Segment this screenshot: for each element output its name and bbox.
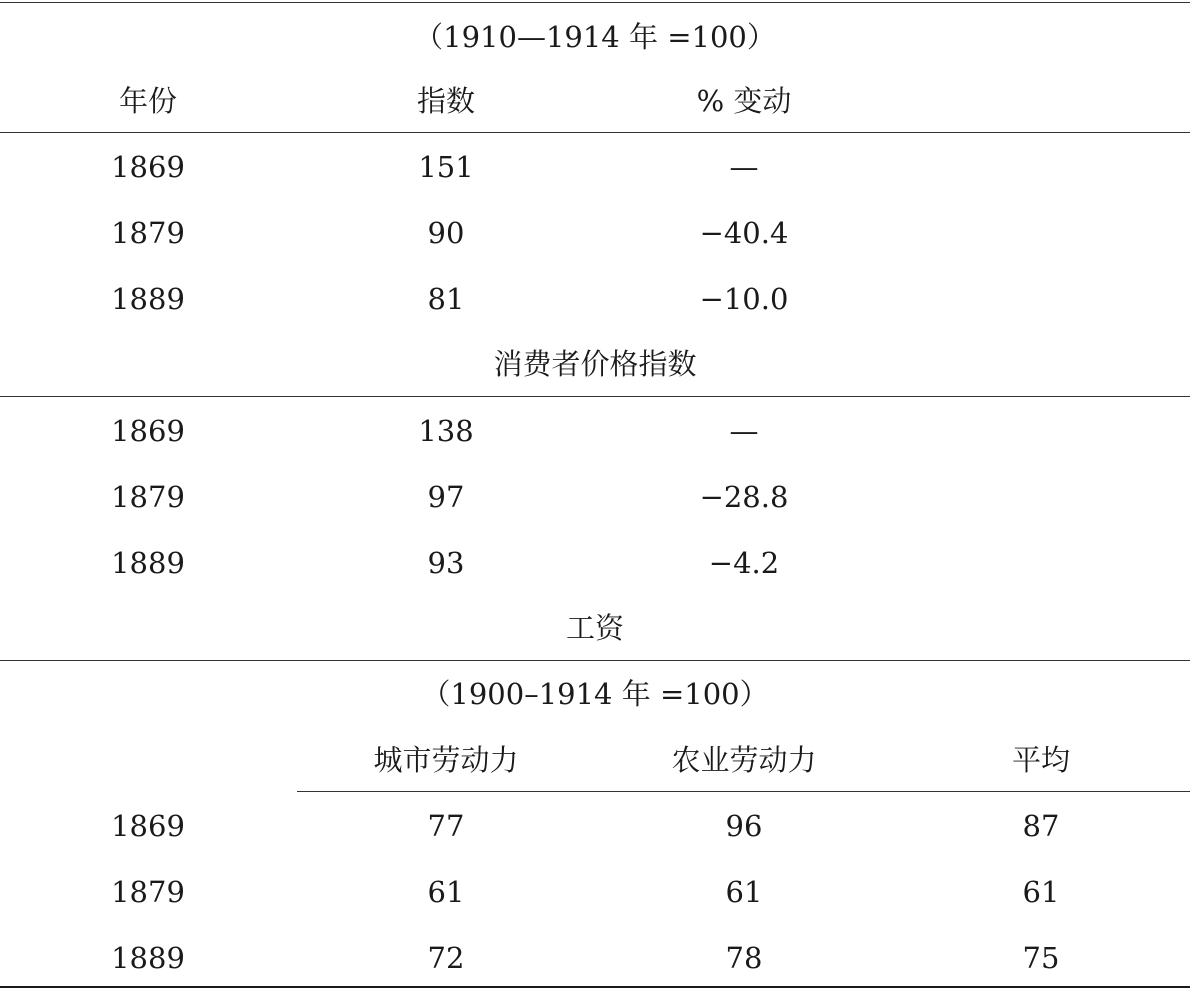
row-year: 1889 <box>111 941 185 975</box>
header-average: 平均 <box>1011 743 1071 777</box>
row-avg: 75 <box>1022 941 1060 975</box>
row-urban: 72 <box>427 941 465 975</box>
row-change: −40.4 <box>699 216 789 250</box>
row-year: 1879 <box>111 875 185 909</box>
row-year: 1889 <box>111 282 185 316</box>
base-note-1: （1910—1914 年 =100） <box>414 20 776 54</box>
base-note-2: （1900–1914 年 =100） <box>421 677 769 711</box>
header-rule-3 <box>297 791 1190 792</box>
row-agri: 61 <box>725 875 763 909</box>
row-index: 81 <box>427 282 465 316</box>
section-title-cpi: 消费者价格指数 <box>493 347 697 381</box>
header-rule-1 <box>0 132 1190 133</box>
row-change: −28.8 <box>699 480 789 514</box>
row-year: 1869 <box>111 414 185 448</box>
row-change: −10.0 <box>699 282 789 316</box>
row-avg: 87 <box>1022 809 1060 843</box>
row-year: 1889 <box>111 546 185 580</box>
row-index: 151 <box>418 150 474 184</box>
header-urban-labor: 城市劳动力 <box>373 743 519 777</box>
header-agri-labor: 农业劳动力 <box>671 743 817 777</box>
row-year: 1869 <box>111 809 185 843</box>
header-year: 年份 <box>118 84 178 118</box>
row-year: 1879 <box>111 480 185 514</box>
row-year: 1879 <box>111 216 185 250</box>
row-change: −4.2 <box>708 546 780 580</box>
row-year: 1869 <box>111 150 185 184</box>
section-rule-3 <box>0 660 1190 661</box>
section-rule-2 <box>0 396 1190 397</box>
row-agri: 78 <box>725 941 763 975</box>
row-index: 138 <box>418 414 474 448</box>
header-index: 指数 <box>416 84 476 118</box>
row-change: — <box>729 414 759 448</box>
row-change: — <box>729 150 759 184</box>
row-index: 97 <box>427 480 465 514</box>
section-title-wages: 工资 <box>565 611 625 645</box>
row-index: 90 <box>427 216 465 250</box>
table-top-rule <box>0 2 1190 3</box>
row-urban: 77 <box>427 809 465 843</box>
header-change: % 变动 <box>696 84 792 118</box>
table-bottom-rule <box>0 986 1190 988</box>
row-urban: 61 <box>427 875 465 909</box>
row-avg: 61 <box>1022 875 1060 909</box>
row-index: 93 <box>427 546 465 580</box>
row-agri: 96 <box>725 809 763 843</box>
